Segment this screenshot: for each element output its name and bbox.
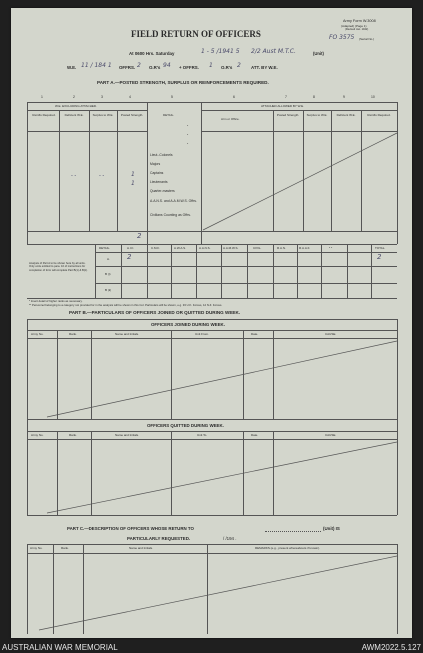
detail-label: DETAIL.	[163, 113, 175, 117]
rank-captains: Captains	[150, 171, 164, 175]
col-number-4: 4	[129, 95, 131, 99]
serial-label: (Serial No.)	[359, 37, 375, 41]
joined-col-date: Date.	[251, 332, 259, 336]
part-c-unit-is: (Unit) IS	[323, 526, 340, 531]
part-c-col-army-no: Army No.	[30, 546, 43, 550]
serial-handwritten: FO 3575	[329, 34, 355, 41]
rank-civilians: Civilians Counting as Offrs.	[150, 213, 191, 217]
col-number-7: 7	[285, 95, 287, 99]
col-number-9: 9	[343, 95, 345, 99]
plus-offrs-handwritten: 1	[209, 62, 213, 69]
joined-col-cause: CAUSE.	[325, 332, 337, 336]
col-number-6: 6	[233, 95, 235, 99]
nil-strike-lines	[11, 8, 412, 638]
col-number-3: 3	[101, 95, 103, 99]
analysis-col-civil: CIVIL.	[253, 246, 262, 250]
col-number-1: 1	[41, 95, 43, 99]
joined-col-rank: Rank.	[69, 332, 77, 336]
hw-row-total: 2	[377, 253, 382, 261]
hw-captains-1: 1	[131, 171, 135, 178]
plus-ors-handwritten: 2	[237, 62, 241, 69]
quitted-col-rank: Rank.	[69, 433, 77, 437]
hw-aif-count: 2	[127, 253, 132, 261]
col-posted-strength: Posted Strength.	[120, 113, 144, 117]
group-left-label: W.E. EXCLUDING ATTACHED.	[55, 104, 97, 108]
archive-footer	[0, 640, 423, 653]
plus-offrs-label: + OFFRS.	[179, 65, 199, 70]
footer-institution: AUSTRALIAN WAR MEMORIAL	[2, 643, 118, 652]
form-number-revised: (Revised Jan. 1942)	[345, 28, 369, 31]
joined-col-unit-from: Unit From.	[195, 332, 210, 336]
form-title: FIELD RETURN OF OFFICERS	[131, 29, 261, 39]
we-label: W.E.	[67, 65, 77, 70]
analysis-row-b-i: B (i)	[105, 272, 111, 276]
form-sheet: FIELD RETURN OF OFFICERS Army Form W.3008 (Adapted) (Page 1) (Revised Jan. 1942) FO 3575 (Serial No.) At 0600 Hrs. Saturday 1 - 5 /1941 5 2/2 Aust M.T.C. (Unit) W.E. 11 / 184 1 OFFRS. 2 O.R's 94 + OFFRS. 1 O.R's 2 ATT. BY W.E. PART A.—POSTED STRENGTH, SURPLUS OR REINFORCEMENTS REQUIRED. 1 2 3 4 5 6 7 8 9 10 W.E. EXCLUDING ATTACHED. ATTACHED ALLOWED BY W.E. DETAIL. * * * Reinfts Required. Deficient W.E. Surplus to W.E. Posted Strength. Arm or Office. Posted Strength. Surplus to W.E. Deficient W.E. Reinfts Required. Lieut.-Colonels Majors Captains Lieutenants Quarter-masters A.A.N.S. and A.A.M.W.S. Offrs. Civilians Counting as Offrs. - - - - 1 1 2 Analysis of Part A to be shown here by all units. Only units entitled to para. 10 of instructions for completion of form will complete Part B(1) & B(ii). DETAIL. A.I.F. C.M.F. A.W.A.S. A.A.N.S. A.A.M.W.S. CIVIL. R.A.N. R.A.A.F. * * TOTAL. A. B (i) B (ii) 2 2 * Insert detail of higher ranks as necessary. ** Personnel belonging to a category not provided for in the analysis will be shown in this Col. Particulars will be shown, e.g. 33 U.K. Forces, 12 N.Z. Forces. PART B.—PARTICULARS OF OFFICERS JOINED OR QUITTED DURING WEEK. OFFICERS JOINED DURING WEEK. Army No. Rank. Name and Initials. Unit From. Date. CAUSE. OFFICERS QUITTED DURING WEEK. Army No. Rank. Name and Initials. Unit To. Date. CAUSE. PART C.—DESCRIPTION OF OFFICERS WHOSE RETURN TO (Unit) IS PARTICULARLY REQUESTED. / /194 . Army No. Rank. Name and Initials. REMARKS (e.g., present whereabouts if known).	[11, 8, 412, 638]
col-right-surplus: Surplus to W.E.	[306, 113, 328, 117]
quitted-col-unit-to: Unit To.	[197, 433, 208, 437]
footer-accession-number: AWM2022.5.127	[361, 643, 421, 652]
hw-total-posted: 2	[137, 232, 142, 240]
analysis-row-a: A.	[107, 257, 110, 261]
part-c-heading: PART C.—DESCRIPTION OF OFFICERS WHOSE RETURN TO	[67, 526, 194, 531]
analysis-col-ran: R.A.N.	[277, 246, 286, 250]
col-reinfts-required: Reinfts Required.	[32, 113, 56, 117]
quitted-col-army-no: Army No.	[31, 433, 44, 437]
ors-label: O.R's	[149, 65, 161, 70]
form-number-adapted: (Adapted) (Page 1)	[341, 24, 367, 28]
part-c-col-rank: Rank.	[61, 546, 69, 550]
col-right-reinfts: Reinfts Required.	[367, 113, 391, 117]
rank-lieutenants: Lieutenants	[150, 180, 168, 184]
joined-heading: OFFICERS JOINED DURING WEEK.	[151, 322, 225, 327]
ors-handwritten: 94	[163, 62, 171, 69]
rank-quarter-masters: Quarter-masters	[150, 189, 175, 193]
we-handwritten: 11 / 184 1	[81, 62, 112, 69]
footnote-higher-ranks: * Insert detail of higher ranks as necessary.	[29, 299, 83, 303]
col-number-5: 5	[171, 95, 173, 99]
col-surplus-we: Surplus to W.E.	[92, 113, 114, 117]
analysis-col-other: * *	[329, 246, 333, 250]
col-arm-or-office: Arm or Office.	[221, 117, 240, 121]
unit-handwritten: 2/2 Aust M.T.C.	[251, 48, 296, 55]
quitted-col-date: Date.	[251, 433, 259, 437]
rank-lieut-colonels: Lieut.-Colonels	[150, 153, 173, 157]
hw-dashes-2: - -	[99, 173, 105, 179]
unit-label: (Unit)	[313, 51, 324, 56]
form-number: Army Form W.3008	[343, 19, 376, 23]
joined-col-army-no: Army No.	[31, 332, 44, 336]
part-c-date: / /194 .	[223, 536, 237, 541]
col-number-8: 8	[313, 95, 315, 99]
quitted-heading: OFFICERS QUITTED DURING WEEK.	[147, 423, 224, 428]
quitted-col-name: Name and Initials.	[115, 433, 140, 437]
rank-majors: Majors	[150, 162, 161, 166]
part-c-col-name: Name and Initials.	[129, 546, 154, 550]
analysis-col-total: TOTAL.	[375, 246, 386, 250]
date-handwritten: 1 - 5 /1941 5	[201, 48, 240, 55]
part-a-heading: PART A.—POSTED STRENGTH, SURPLUS OR REINFORCEMENTS REQUIRED.	[97, 80, 269, 85]
analysis-instructions: Analysis of Part A to be shown here by all units. Only units entitled to para. 10 of instructions for completion of form will complete Part B(1) & B(ii).	[29, 262, 88, 272]
part-c-requested: PARTICULARLY REQUESTED.	[127, 536, 191, 541]
col-deficient-we: Deficient W.E.	[64, 113, 84, 117]
analysis-col-aamws: A.A.M.W.S.	[223, 246, 239, 250]
group-right-label: ATTACHED ALLOWED BY W.E.	[261, 104, 305, 108]
joined-col-name: Name and Initials.	[115, 332, 140, 336]
quitted-col-cause: CAUSE.	[325, 433, 337, 437]
analysis-col-aans: A.A.N.S.	[199, 246, 211, 250]
col-number-2: 2	[73, 95, 75, 99]
att-label: ATT. BY W.E.	[251, 65, 278, 70]
hw-lieutenants-1: 1	[131, 180, 135, 187]
analysis-row-b-ii: B (ii)	[105, 288, 112, 292]
col-number-10: 10	[371, 95, 375, 99]
analysis-col-cmf: C.M.F.	[151, 246, 160, 250]
col-right-posted-strength: Posted Strength.	[276, 113, 300, 117]
col-right-deficient: Deficient W.E.	[336, 113, 356, 117]
plus-ors-label: O.R's	[221, 65, 233, 70]
analysis-col-awas: A.W.A.S.	[174, 246, 187, 250]
at-line-prefix: At 0600 Hrs. Saturday	[129, 51, 175, 56]
offrs-handwritten: 2	[137, 62, 141, 69]
analysis-col-detail: DETAIL.	[99, 246, 111, 250]
offrs-label: OFFRS.	[119, 65, 136, 70]
rank-aans-aamws: A.A.N.S. and A.A.M.W.S. Offrs.	[150, 199, 197, 203]
part-b-heading: PART B.—PARTICULARS OF OFFICERS JOINED OR QUITTED DURING WEEK.	[69, 310, 241, 315]
footnote-other-category: ** Personnel belonging to a category not provided for in the analysis will be shown in this Col. Particulars will be shown, e.g. 33 U.K. Forces, 12 N.Z. Forces.	[29, 303, 223, 307]
analysis-col-raaf: R.A.A.F.	[299, 246, 311, 250]
part-c-col-remarks: REMARKS (e.g., present whereabouts if known).	[255, 546, 321, 550]
analysis-col-aif: A.I.F.	[127, 246, 134, 250]
hw-dashes-1: - -	[71, 173, 77, 179]
